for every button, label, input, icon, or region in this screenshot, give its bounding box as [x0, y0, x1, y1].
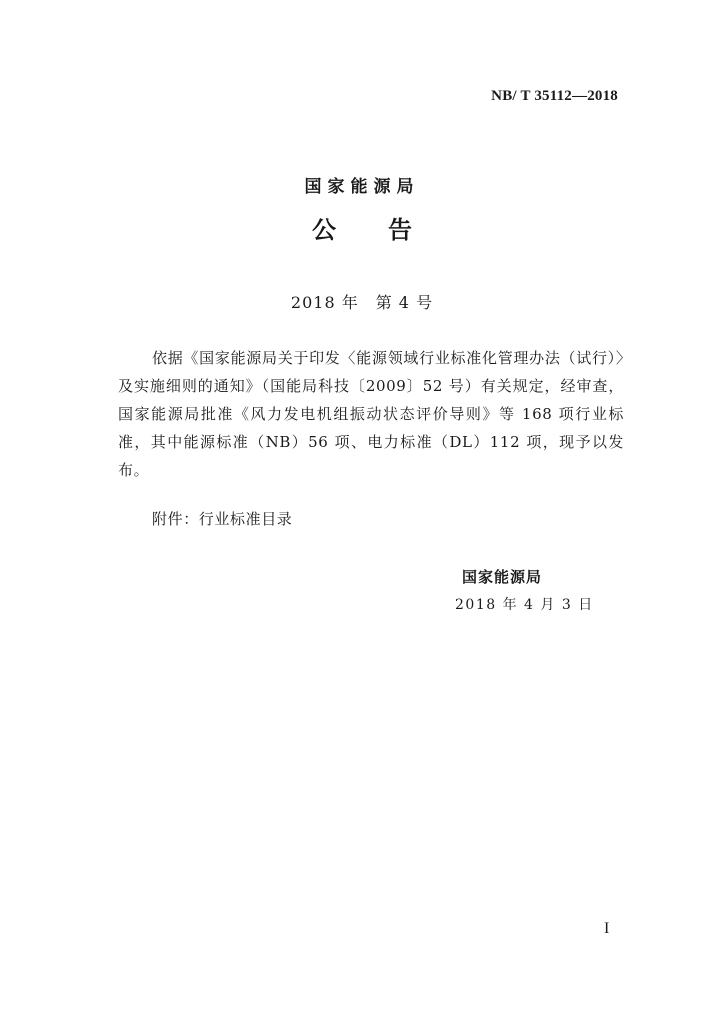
issuer-heading: 国家能源局 [304, 177, 420, 197]
notice-title: 公告 [312, 216, 464, 244]
signature-name: 国家能源局 [462, 568, 543, 586]
standard-code: NB/ T 35112—2018 [491, 88, 618, 104]
page-number: I [604, 920, 610, 937]
notice-body: 依据《国家能源局关于印发〈能源领域行业标准化管理办法（试行）〉及实施细则的通知》（国能局科技〔2009〕52 号）有关规定，经审查，国家能源局批准《风力发电机组振动状态评价导则》等 168 项行业标准，其中能源标准（NB）56 项、电力标准（DL）112 项，现予以发布。 [118, 349, 624, 479]
signature-date: 2018 年 4 月 3 日 [455, 597, 594, 613]
attachment-line: 附件：行业标准目录 [152, 510, 293, 528]
issue-number: 2018 年 第 4 号 [290, 293, 434, 312]
